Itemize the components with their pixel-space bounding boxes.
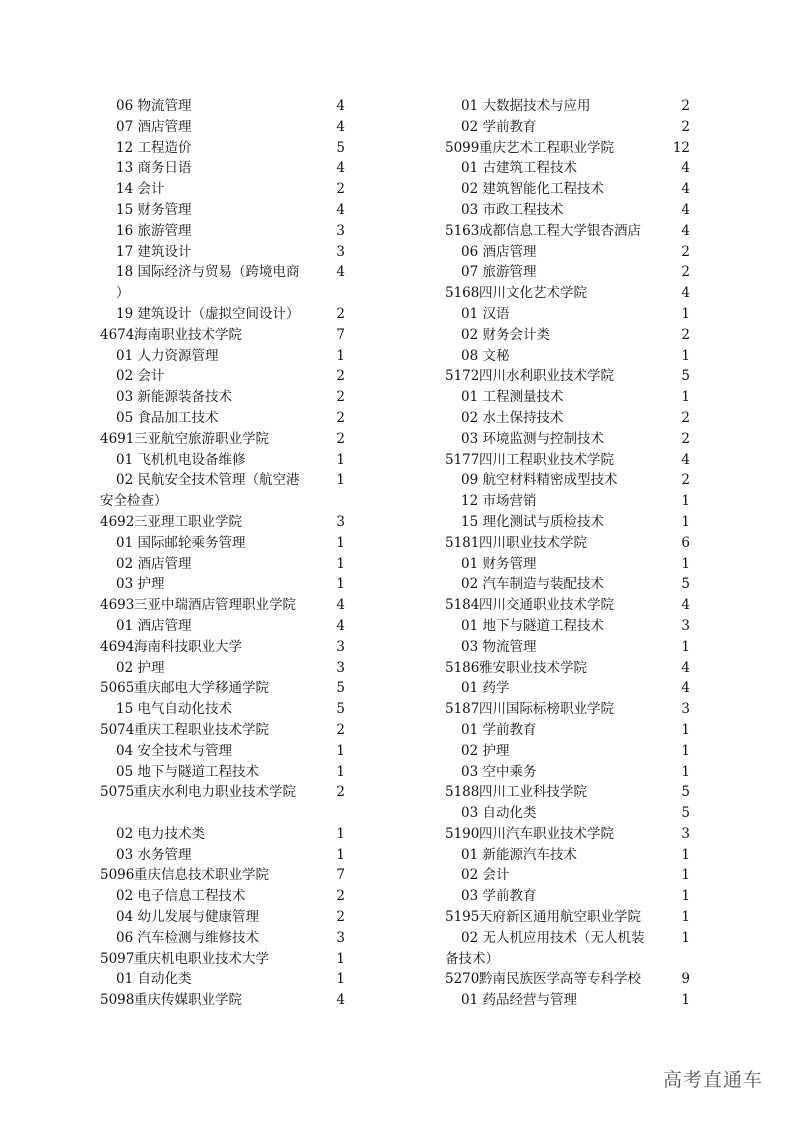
major-row [100, 533, 350, 554]
quota-count: 2 [681, 264, 690, 281]
quota-count: 3 [336, 929, 345, 946]
school-code: 5098 [100, 992, 135, 1009]
school-name: 四川职业技术学院 [479, 534, 587, 551]
major-row [445, 179, 695, 200]
major-row [100, 221, 350, 242]
major-row [100, 138, 350, 159]
major-row [445, 928, 695, 949]
major-row [100, 158, 350, 179]
school-code: 4694 [100, 638, 135, 655]
major-name: 02 电子信息工程技术 [116, 888, 246, 905]
major-row [100, 283, 350, 304]
major-row [100, 366, 350, 387]
quota-count: 2 [336, 784, 345, 801]
quota-count: 1 [681, 846, 690, 863]
quota-count: 1 [681, 867, 690, 884]
major-name: 02 会计 [461, 867, 510, 884]
major-row [445, 325, 695, 346]
school-code: 5195 [445, 909, 480, 926]
quota-count: 3 [336, 222, 345, 239]
major-row [445, 865, 695, 886]
quota-count: 2 [681, 243, 690, 260]
major-name: 01 药品经营与管理 [461, 992, 577, 1009]
major-name: 01 财务管理 [461, 555, 537, 572]
major-row [100, 616, 350, 637]
quota-count: 3 [681, 701, 690, 718]
major-name: 04 幼儿发展与健康管理 [116, 909, 259, 926]
school-name: 四川交通职业技术学院 [479, 597, 614, 614]
school-name: 四川国际标榜职业学院 [479, 701, 614, 718]
major-name: 01 新能源汽车技术 [461, 846, 577, 863]
major-row [100, 741, 350, 762]
school-code: 5065 [100, 680, 135, 697]
school-name: 天府新区通用航空职业学院 [479, 909, 641, 926]
quota-count: 1 [336, 971, 345, 988]
school-code: 5163 [445, 222, 480, 239]
major-name: 15 理化测试与质检技术 [461, 513, 604, 530]
quota-count: 4 [681, 222, 690, 239]
major-name: 03 物流管理 [461, 638, 537, 655]
quota-count: 4 [336, 597, 345, 614]
major-name: 03 自动化类 [461, 805, 537, 822]
school-code: 5187 [445, 701, 480, 718]
major-name: 03 水务管理 [116, 846, 192, 863]
school-code: 4692 [100, 513, 135, 530]
major-name: 01 汉语 [461, 305, 510, 322]
school-code: 4691 [100, 430, 135, 447]
major-name: 02 护理 [116, 659, 165, 676]
major-row [100, 262, 350, 283]
quota-count: 4 [336, 118, 345, 135]
major-row [445, 96, 695, 117]
major-name: 01 药学 [461, 680, 510, 697]
major-row [100, 658, 350, 679]
quota-count: 2 [336, 389, 345, 406]
quota-count: 1 [336, 763, 345, 780]
major-name: 17 建筑设计 [116, 243, 192, 260]
school-row [100, 949, 350, 970]
school-row [100, 637, 350, 658]
major-name: 06 酒店管理 [461, 243, 537, 260]
major-row [100, 346, 350, 367]
major-name: 15 财务管理 [116, 201, 192, 218]
major-row [100, 387, 350, 408]
major-row [445, 616, 695, 637]
major-name: 05 食品加工技术 [116, 409, 219, 426]
quota-count: 1 [336, 534, 345, 551]
quota-count: 5 [336, 680, 345, 697]
quota-count: 4 [681, 597, 690, 614]
quota-count: 5 [681, 576, 690, 593]
major-name: 02 会计 [116, 368, 165, 385]
major-row [100, 242, 350, 263]
major-row [100, 824, 350, 845]
major-row [445, 803, 695, 824]
major-row [100, 450, 350, 471]
quota-count: 2 [336, 430, 345, 447]
major-row [445, 242, 695, 263]
left-column [100, 96, 350, 1011]
quota-count: 2 [681, 326, 690, 343]
quota-count: 2 [336, 721, 345, 738]
school-name: 雅安职业技术学院 [479, 659, 587, 676]
major-row [445, 637, 695, 658]
school-code: 5177 [445, 451, 480, 468]
quota-count: 12 [672, 139, 690, 156]
quota-count: 5 [681, 368, 690, 385]
quota-count: 1 [681, 721, 690, 738]
major-name: 03 护理 [116, 576, 165, 593]
school-name: 海南职业技术学院 [134, 326, 242, 343]
major-name: 04 安全技术与管理 [116, 742, 232, 759]
school-row [445, 595, 695, 616]
school-name: 三亚中瑞酒店管理职业学院 [134, 597, 296, 614]
major-row [445, 762, 695, 783]
major-name: 02 学前教育 [461, 118, 537, 135]
school-row [100, 512, 350, 533]
school-name: 重庆水利电力职业技术学院 [134, 784, 296, 801]
major-row [445, 554, 695, 575]
school-code: 5188 [445, 784, 480, 801]
major-row [445, 262, 695, 283]
school-name: 四川工程职业技术学院 [479, 451, 614, 468]
major-row [445, 408, 695, 429]
major-row [100, 886, 350, 907]
quota-count: 1 [336, 472, 345, 489]
quota-count: 1 [681, 493, 690, 510]
major-name: 18 国际经济与贸易（跨境电商 [116, 264, 300, 281]
major-name: 01 学前教育 [461, 721, 537, 738]
major-name: 02 财务会计类 [461, 326, 550, 343]
major-name: 07 旅游管理 [461, 264, 537, 281]
quota-count: 1 [681, 305, 690, 322]
major-name: 01 国际邮轮乘务管理 [116, 534, 246, 551]
quota-count: 1 [681, 909, 690, 926]
school-code: 5074 [100, 721, 135, 738]
major-name: 02 护理 [461, 742, 510, 759]
school-name: 四川汽车职业技术学院 [479, 825, 614, 842]
school-row [445, 824, 695, 845]
quota-count: 1 [681, 992, 690, 1009]
major-row [445, 304, 695, 325]
quota-count: 2 [336, 305, 345, 322]
quota-count: 4 [336, 98, 345, 114]
quota-count: 3 [681, 617, 690, 634]
major-name: ） [116, 285, 130, 302]
school-row [445, 138, 695, 159]
major-row [445, 346, 695, 367]
major-name: 02 汽车制造与装配技术 [461, 576, 604, 593]
quota-count: 2 [336, 409, 345, 426]
school-name: 四川水利职业技术学院 [479, 368, 614, 385]
quota-count: 3 [336, 243, 345, 260]
quota-count: 4 [681, 181, 690, 198]
major-row [100, 574, 350, 595]
major-row [445, 429, 695, 450]
major-row [445, 470, 695, 491]
major-row [445, 741, 695, 762]
school-name: 成都信息工程大学银杏酒店 [479, 222, 641, 239]
quota-count: 5 [681, 805, 690, 822]
school-name: 重庆信息技术职业学院 [134, 867, 269, 884]
quota-count: 5 [681, 784, 690, 801]
school-code: 4674 [100, 326, 135, 343]
school-code: 5168 [445, 285, 480, 302]
quota-count: 6 [681, 534, 690, 551]
school-name: 重庆邮电大学移通学院 [134, 680, 269, 697]
major-name: 01 古建筑工程技术 [461, 160, 577, 177]
school-name: 三亚航空旅游职业学院 [134, 430, 269, 447]
quota-count: 4 [681, 659, 690, 676]
school-name: 黔南民族医学高等专科学校 [479, 971, 641, 988]
major-name: 01 自动化类 [116, 971, 192, 988]
major-row [445, 158, 695, 179]
major-row [445, 990, 695, 1011]
major-name: 02 民航安全技术管理（航空港 [116, 472, 300, 489]
major-name: 03 学前教育 [461, 888, 537, 905]
quota-count: 2 [336, 368, 345, 385]
right-column [445, 96, 695, 1011]
quota-count: 1 [681, 888, 690, 905]
major-name: 12 市场营销 [461, 493, 537, 510]
quota-count: 2 [336, 888, 345, 905]
major-row [100, 928, 350, 949]
school-row [100, 720, 350, 741]
major-name: 02 建筑智能化工程技术 [461, 181, 604, 198]
major-name: 03 空中乘务 [461, 763, 537, 780]
major-row [445, 117, 695, 138]
major-row [100, 907, 350, 928]
major-name: 02 电力技术类 [116, 825, 205, 842]
quota-count: 2 [681, 409, 690, 426]
major-name: 14 会计 [116, 181, 165, 198]
school-row [100, 429, 350, 450]
major-row [445, 845, 695, 866]
quota-count: 4 [681, 285, 690, 302]
major-name: 19 建筑设计（虚拟空间设计） [116, 305, 300, 322]
major-row [445, 574, 695, 595]
school-code: 4693 [100, 597, 135, 614]
quota-count: 1 [681, 513, 690, 530]
school-code: 5190 [445, 825, 480, 842]
school-row [445, 450, 695, 471]
major-row [100, 470, 350, 491]
major-row [100, 179, 350, 200]
major-name: 01 飞机机电设备维修 [116, 451, 246, 468]
quota-count: 1 [336, 742, 345, 759]
school-row [445, 283, 695, 304]
quota-count: 4 [681, 160, 690, 177]
school-row [100, 595, 350, 616]
quota-count: 5 [336, 701, 345, 718]
major-name: 02 无人机应用技术（无人机装 [461, 929, 645, 946]
quota-count: 3 [336, 638, 345, 655]
quota-count: 2 [681, 118, 690, 135]
school-row [445, 782, 695, 803]
quota-count: 1 [681, 763, 690, 780]
quota-count: 2 [336, 181, 345, 198]
quota-count: 1 [681, 742, 690, 759]
school-name: 重庆工程职业技术学院 [134, 721, 269, 738]
major-name: 备技术） [445, 950, 499, 967]
quota-count: 4 [681, 451, 690, 468]
school-row [100, 865, 350, 886]
school-row [100, 325, 350, 346]
major-row [445, 886, 695, 907]
quota-count: 4 [681, 680, 690, 697]
major-name: 03 新能源装备技术 [116, 389, 232, 406]
quota-count: 1 [681, 555, 690, 572]
school-name: 四川工业科技学院 [479, 784, 587, 801]
major-row [445, 491, 695, 512]
major-name: 15 电气自动化技术 [116, 701, 232, 718]
major-name: 01 大数据技术与应用 [461, 98, 591, 114]
quota-count: 2 [681, 430, 690, 447]
school-row [445, 658, 695, 679]
major-row [100, 554, 350, 575]
major-name: 安全检查） [100, 493, 168, 510]
school-code: 5075 [100, 784, 135, 801]
quota-count: 2 [681, 98, 690, 114]
major-row [445, 200, 695, 221]
quota-count: 1 [336, 555, 345, 572]
major-name: 12 工程造价 [116, 139, 192, 156]
school-code: 5184 [445, 597, 480, 614]
major-row [445, 720, 695, 741]
major-name: 09 航空材料精密成型技术 [461, 472, 618, 489]
major-row [100, 491, 350, 512]
major-row [100, 845, 350, 866]
major-row [100, 200, 350, 221]
quota-count: 1 [681, 347, 690, 364]
major-name: 08 文秘 [461, 347, 510, 364]
school-code: 5097 [100, 950, 135, 967]
school-code: 5181 [445, 534, 480, 551]
major-row [100, 969, 350, 990]
quota-count: 2 [336, 909, 345, 926]
quota-count: 4 [336, 992, 345, 1009]
school-name: 重庆机电职业技术大学 [134, 950, 269, 967]
major-row [100, 408, 350, 429]
school-name: 四川文化艺术学院 [479, 285, 587, 302]
major-row [445, 387, 695, 408]
quota-count: 1 [681, 929, 690, 946]
major-name: 03 环境监测与控制技术 [461, 430, 604, 447]
major-name: 02 水土保持技术 [461, 409, 564, 426]
major-name: 06 物流管理 [116, 98, 192, 114]
major-row [100, 803, 350, 824]
school-code: 5186 [445, 659, 480, 676]
school-name: 三亚理工职业学院 [134, 513, 242, 530]
quota-count: 7 [336, 326, 345, 343]
quota-count: 4 [336, 264, 345, 281]
school-row [445, 533, 695, 554]
major-row [445, 678, 695, 699]
school-code: 5099 [445, 139, 480, 156]
school-name: 重庆传媒职业学院 [134, 992, 242, 1009]
school-name: 重庆艺术工程职业学院 [479, 139, 614, 156]
quota-count: 1 [336, 825, 345, 842]
quota-count: 3 [681, 825, 690, 842]
quota-count: 2 [681, 472, 690, 489]
major-row [445, 512, 695, 533]
school-code: 5172 [445, 368, 480, 385]
quota-count: 1 [336, 846, 345, 863]
quota-count: 4 [336, 160, 345, 177]
major-row [100, 762, 350, 783]
quota-count: 1 [336, 950, 345, 967]
school-row [445, 699, 695, 720]
school-row [445, 969, 695, 990]
major-row [100, 96, 350, 117]
quota-count: 1 [681, 389, 690, 406]
school-row [445, 907, 695, 928]
watermark: 高考直通车 [662, 1069, 763, 1091]
major-row [445, 949, 695, 970]
major-name: 01 酒店管理 [116, 617, 192, 634]
major-name: 13 商务日语 [116, 160, 192, 177]
quota-count: 3 [336, 513, 345, 530]
major-row [100, 699, 350, 720]
quota-count: 4 [336, 201, 345, 218]
quota-count: 9 [681, 971, 690, 988]
major-name: 01 工程测量技术 [461, 389, 564, 406]
quota-count: 7 [336, 867, 345, 884]
school-code: 5096 [100, 867, 135, 884]
school-name: 海南科技职业大学 [134, 638, 242, 655]
school-row [100, 782, 350, 803]
major-row [100, 117, 350, 138]
major-name: 16 旅游管理 [116, 222, 192, 239]
major-name: 01 地下与隧道工程技术 [461, 617, 604, 634]
quota-count: 1 [681, 638, 690, 655]
school-code: 5270 [445, 971, 480, 988]
school-row [100, 678, 350, 699]
quota-count: 1 [336, 451, 345, 468]
quota-count: 3 [336, 659, 345, 676]
quota-count: 1 [336, 576, 345, 593]
major-name: 03 市政工程技术 [461, 201, 564, 218]
major-name: 07 酒店管理 [116, 118, 192, 135]
quota-count: 1 [336, 347, 345, 364]
major-name: 02 酒店管理 [116, 555, 192, 572]
major-name: 05 地下与隧道工程技术 [116, 763, 259, 780]
school-row [445, 366, 695, 387]
school-row [100, 990, 350, 1011]
quota-count: 4 [336, 617, 345, 634]
school-row [445, 221, 695, 242]
quota-count: 5 [336, 139, 345, 156]
major-row [100, 304, 350, 325]
major-name: 06 汽车检测与维修技术 [116, 929, 259, 946]
major-name: 01 人力资源管理 [116, 347, 219, 364]
quota-count: 4 [681, 201, 690, 218]
